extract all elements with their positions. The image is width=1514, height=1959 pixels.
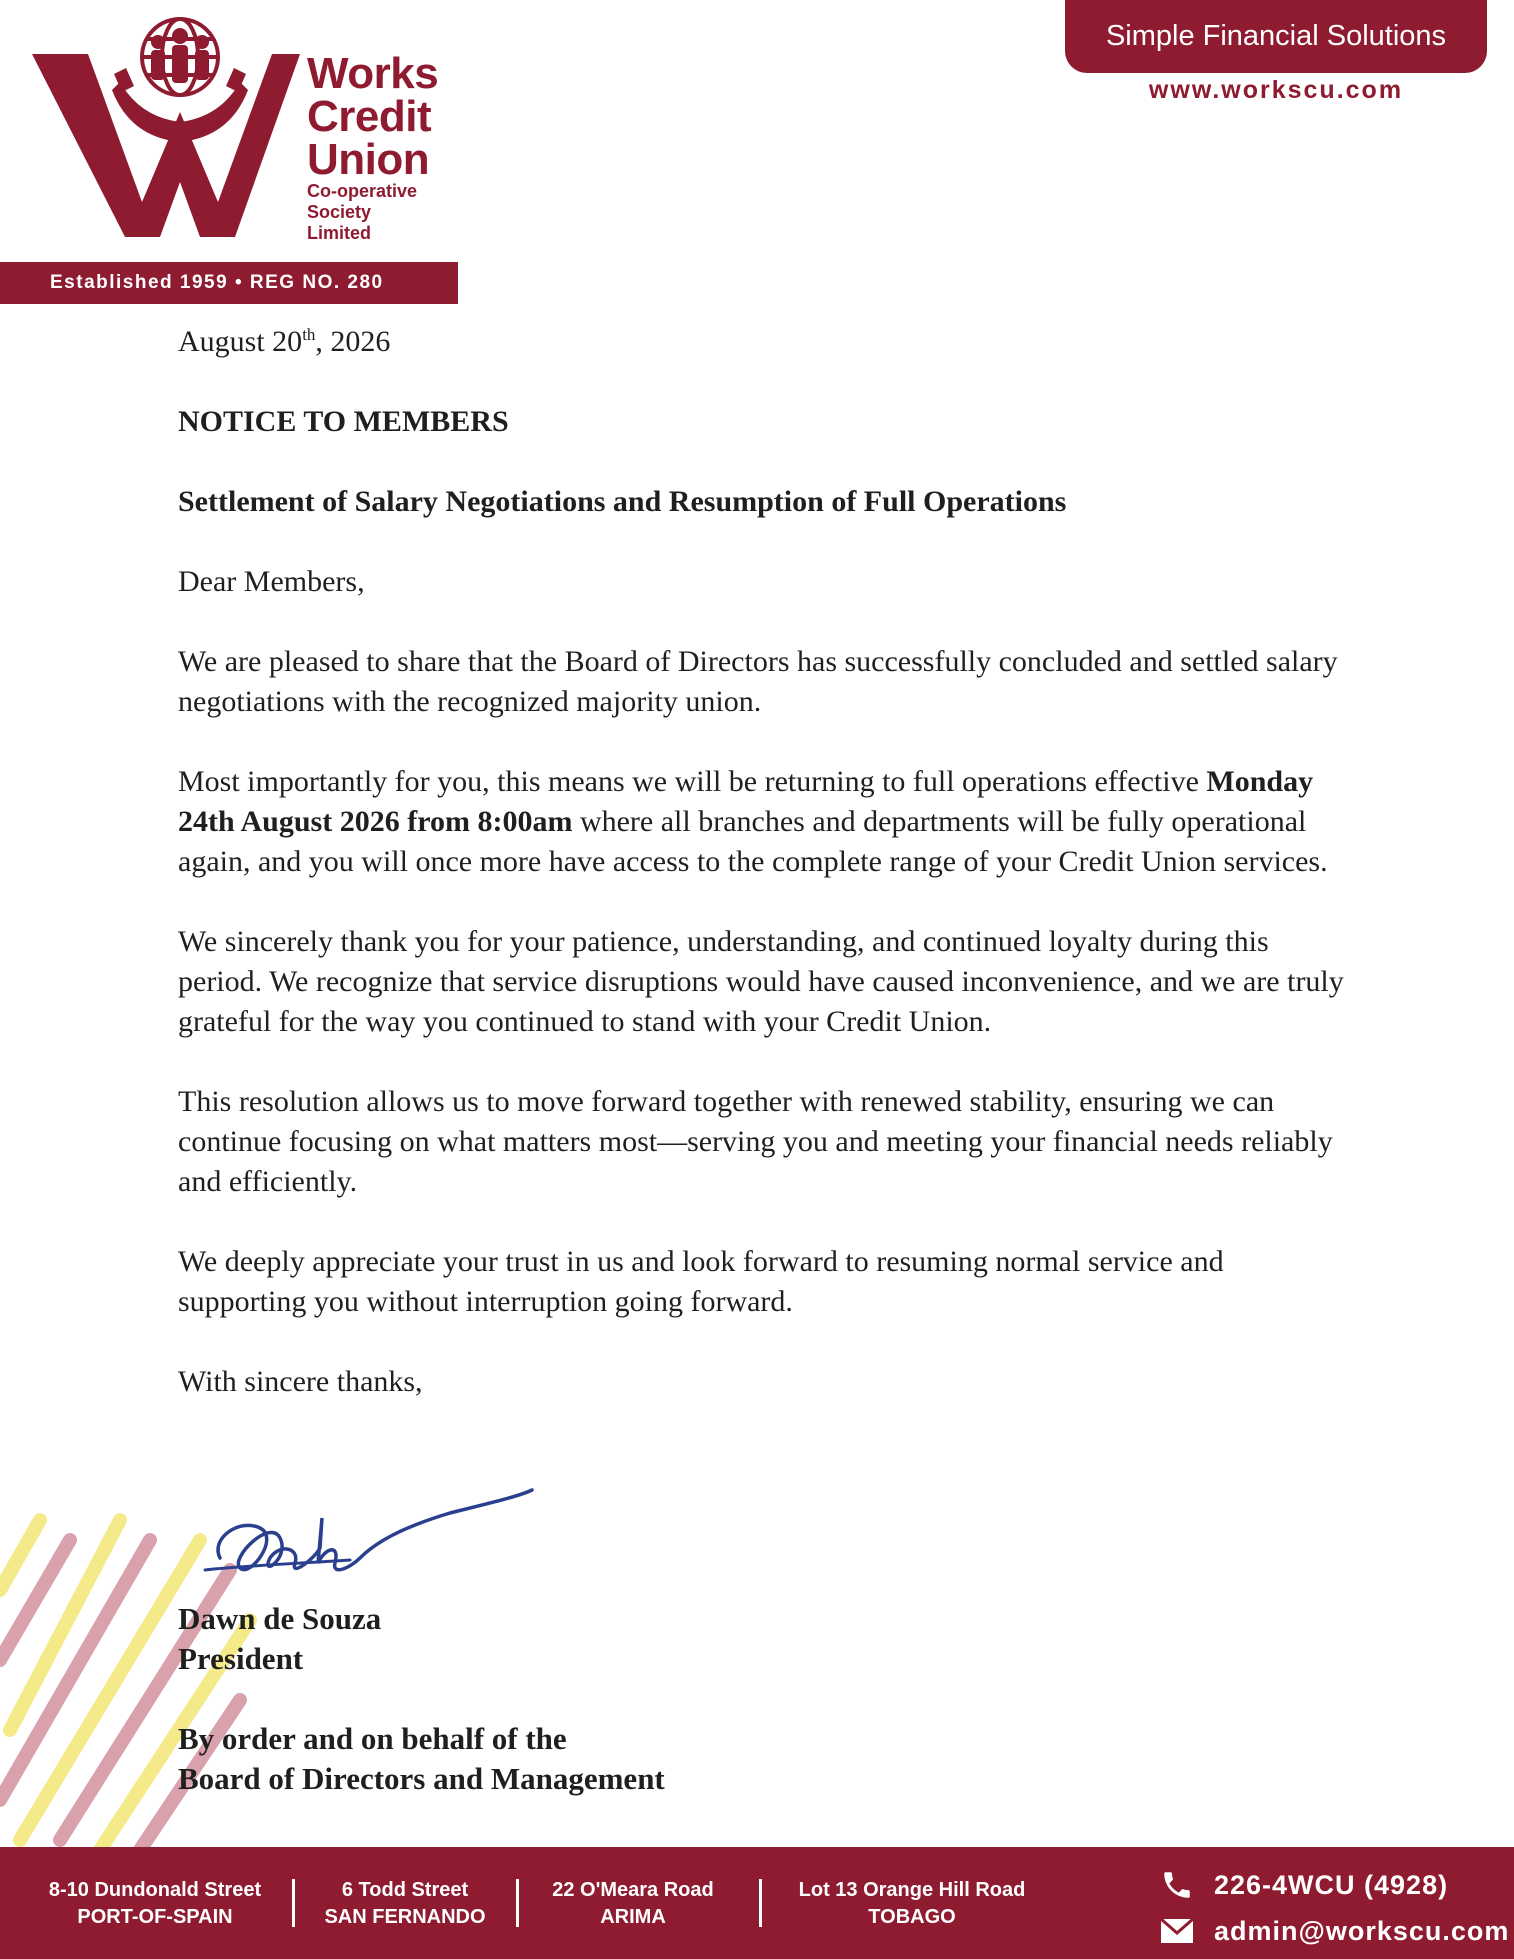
logo-wordmark xyxy=(307,49,439,244)
signatory xyxy=(178,1599,381,1679)
branch-city: SAN FERNANDO xyxy=(324,1906,486,1928)
logo xyxy=(30,12,460,242)
branch-address xyxy=(30,1877,280,1931)
branch-address xyxy=(772,1877,1052,1931)
logo-word: Credit xyxy=(307,92,432,141)
email-address: admin@workscu.com xyxy=(1214,1915,1510,1946)
paragraph: We sincerely thank you for your patience, understanding, and continued loyalty during this period. We recognize that service disruptions would have caused inconvenience, and we are truly grateful for the way you continued to stand with your Credit Union. xyxy=(178,925,1344,1038)
signature-mark xyxy=(200,1488,540,1598)
contact-info xyxy=(1160,1865,1509,1957)
branch-street: 8-10 Dundonald Street xyxy=(48,1879,262,1901)
divider xyxy=(292,1879,295,1927)
paragraph: This resolution allows us to move forward together with renewed stability, ensuring we can continue focusing on what matters most—serving you and meeting your financial needs reliably and efficiently. xyxy=(178,1085,1333,1198)
behalf-block xyxy=(178,1719,665,1799)
paragraph-text: Most importantly for you, this means we will be returning to full operations effective xyxy=(178,765,1207,798)
branch-city: ARIMA xyxy=(600,1906,666,1928)
divider xyxy=(759,1879,762,1927)
branch-street: 6 Todd Street xyxy=(341,1879,469,1901)
branch-address xyxy=(528,1877,738,1931)
subject-line: Settlement of Salary Negotiations and Resumption of Full Operations xyxy=(178,485,1067,518)
greeting: Dear Members, xyxy=(178,565,365,598)
logo-mark xyxy=(30,12,300,242)
footer xyxy=(0,1847,1514,1959)
branch-street: 22 O'Meara Road xyxy=(552,1879,714,1901)
logo-subtext: Society xyxy=(307,202,372,222)
mail-icon xyxy=(1160,1918,1194,1944)
effective-date: Monday 24th August 2026 from 8:00am xyxy=(178,765,1314,838)
closing: With sincere thanks, xyxy=(178,1365,423,1398)
paragraph: We are pleased to share that the Board of Directors has successfully concluded and settled salary negotiations with the recognized majority union. xyxy=(178,645,1338,718)
date-text: August 20 xyxy=(178,325,303,358)
paragraph-text: where all branches and departments will be fully operational again, and you will once more have access to the complete range of your Credit Union services. xyxy=(178,805,1328,878)
behalf-line: Board of Directors and Management xyxy=(178,1761,665,1796)
signer-name: Dawn de Souza xyxy=(178,1601,382,1636)
branch-address xyxy=(305,1877,505,1931)
logo-word: Union xyxy=(307,135,430,184)
letter-body xyxy=(178,322,1358,1402)
paragraph: We deeply appreciate your trust in us and look forward to resuming normal service and supporting you without interruption going forward. xyxy=(178,1245,1224,1318)
phone-icon xyxy=(1160,1868,1194,1902)
branch-street: Lot 13 Orange Hill Road xyxy=(798,1879,1026,1901)
email-row[interactable] xyxy=(1160,1911,1509,1951)
logo-subtext: Limited xyxy=(307,223,372,243)
branch-city: TOBAGO xyxy=(868,1906,956,1928)
paragraph xyxy=(178,762,1358,882)
phone-number: 226-4WCU (4928) xyxy=(1214,1869,1449,1900)
phone-row[interactable] xyxy=(1160,1865,1509,1905)
website-link[interactable]: www.workscu.com xyxy=(1148,76,1404,104)
branch-city: PORT-OF-SPAIN xyxy=(77,1906,233,1928)
letter-date xyxy=(178,322,1358,362)
behalf-line: By order and on behalf of the xyxy=(178,1721,567,1756)
tagline-banner: Simple Financial Solutions xyxy=(1065,0,1487,73)
date-year: , 2026 xyxy=(315,325,391,358)
notice-title: NOTICE TO MEMBERS xyxy=(178,405,509,438)
date-ordinal: th xyxy=(302,325,316,344)
signer-title: President xyxy=(178,1641,304,1676)
logo-word: Works xyxy=(307,49,439,98)
established-banner: Established 1959 • REG NO. 280 xyxy=(0,262,458,304)
divider xyxy=(516,1879,519,1927)
logo-subtext: Co-operative xyxy=(307,181,418,201)
